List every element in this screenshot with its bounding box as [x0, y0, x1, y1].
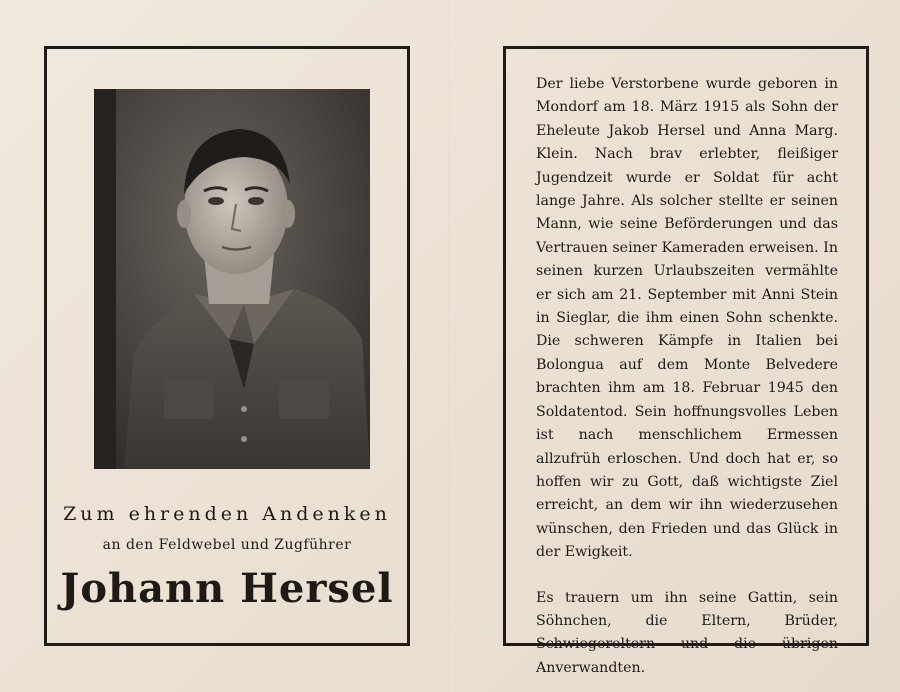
deceased-name: Johann Hersel	[60, 565, 394, 612]
portrait-illustration	[94, 89, 370, 469]
left-panel	[44, 46, 410, 646]
memorial-heading: Zum ehrenden Andenken	[63, 503, 391, 525]
soldier-portrait-photo	[94, 89, 370, 469]
obituary-text	[536, 73, 838, 680]
card-fold	[449, 0, 451, 692]
biography-paragraph: Der liebe Verstorbene wurde geboren in Mondorf am 18. März 1915 als Sohn der Eheleute Jakob Hersel und Anna Marg. Klein. Nach brav erlebter, fleißiger Jugendzeit wurde er Soldat für acht lange Jahre. Als solcher stellte er seinen Mann, wie seine Beförderungen und das Vertrauen seiner Kameraden erweisen. In seinen kurzen Urlaubszeiten vermählte er sich am 21. September mit Anni Stein in Sieglar, die ihm einen Sohn schenkte. Die schweren Kämpfe in Italien bei Bolongua auf dem Monte Belvedere brachten ihm am 18. Februar 1945 den Soldatentod. Sein hoffnungsvolles Leben ist nach menschlichem Ermessen allzufrüh erloschen. Und doch hat er, so hoffen wir zu Gott, daß wichtigste Ziel erreicht, an dem wir ihn wiederzusehen wünschen, den Frieden und das Glück in der Ewigkeit.	[536, 76, 838, 561]
mourners-paragraph: Es trauern um ihn seine Gattin, sein Söhnchen, die Eltern, Brüder, Schwiegereltern und die übrigen Anverwandten.	[536, 589, 838, 676]
rank-line: an den Feldwebel und Zugführer	[102, 537, 352, 553]
right-panel	[503, 46, 869, 676]
